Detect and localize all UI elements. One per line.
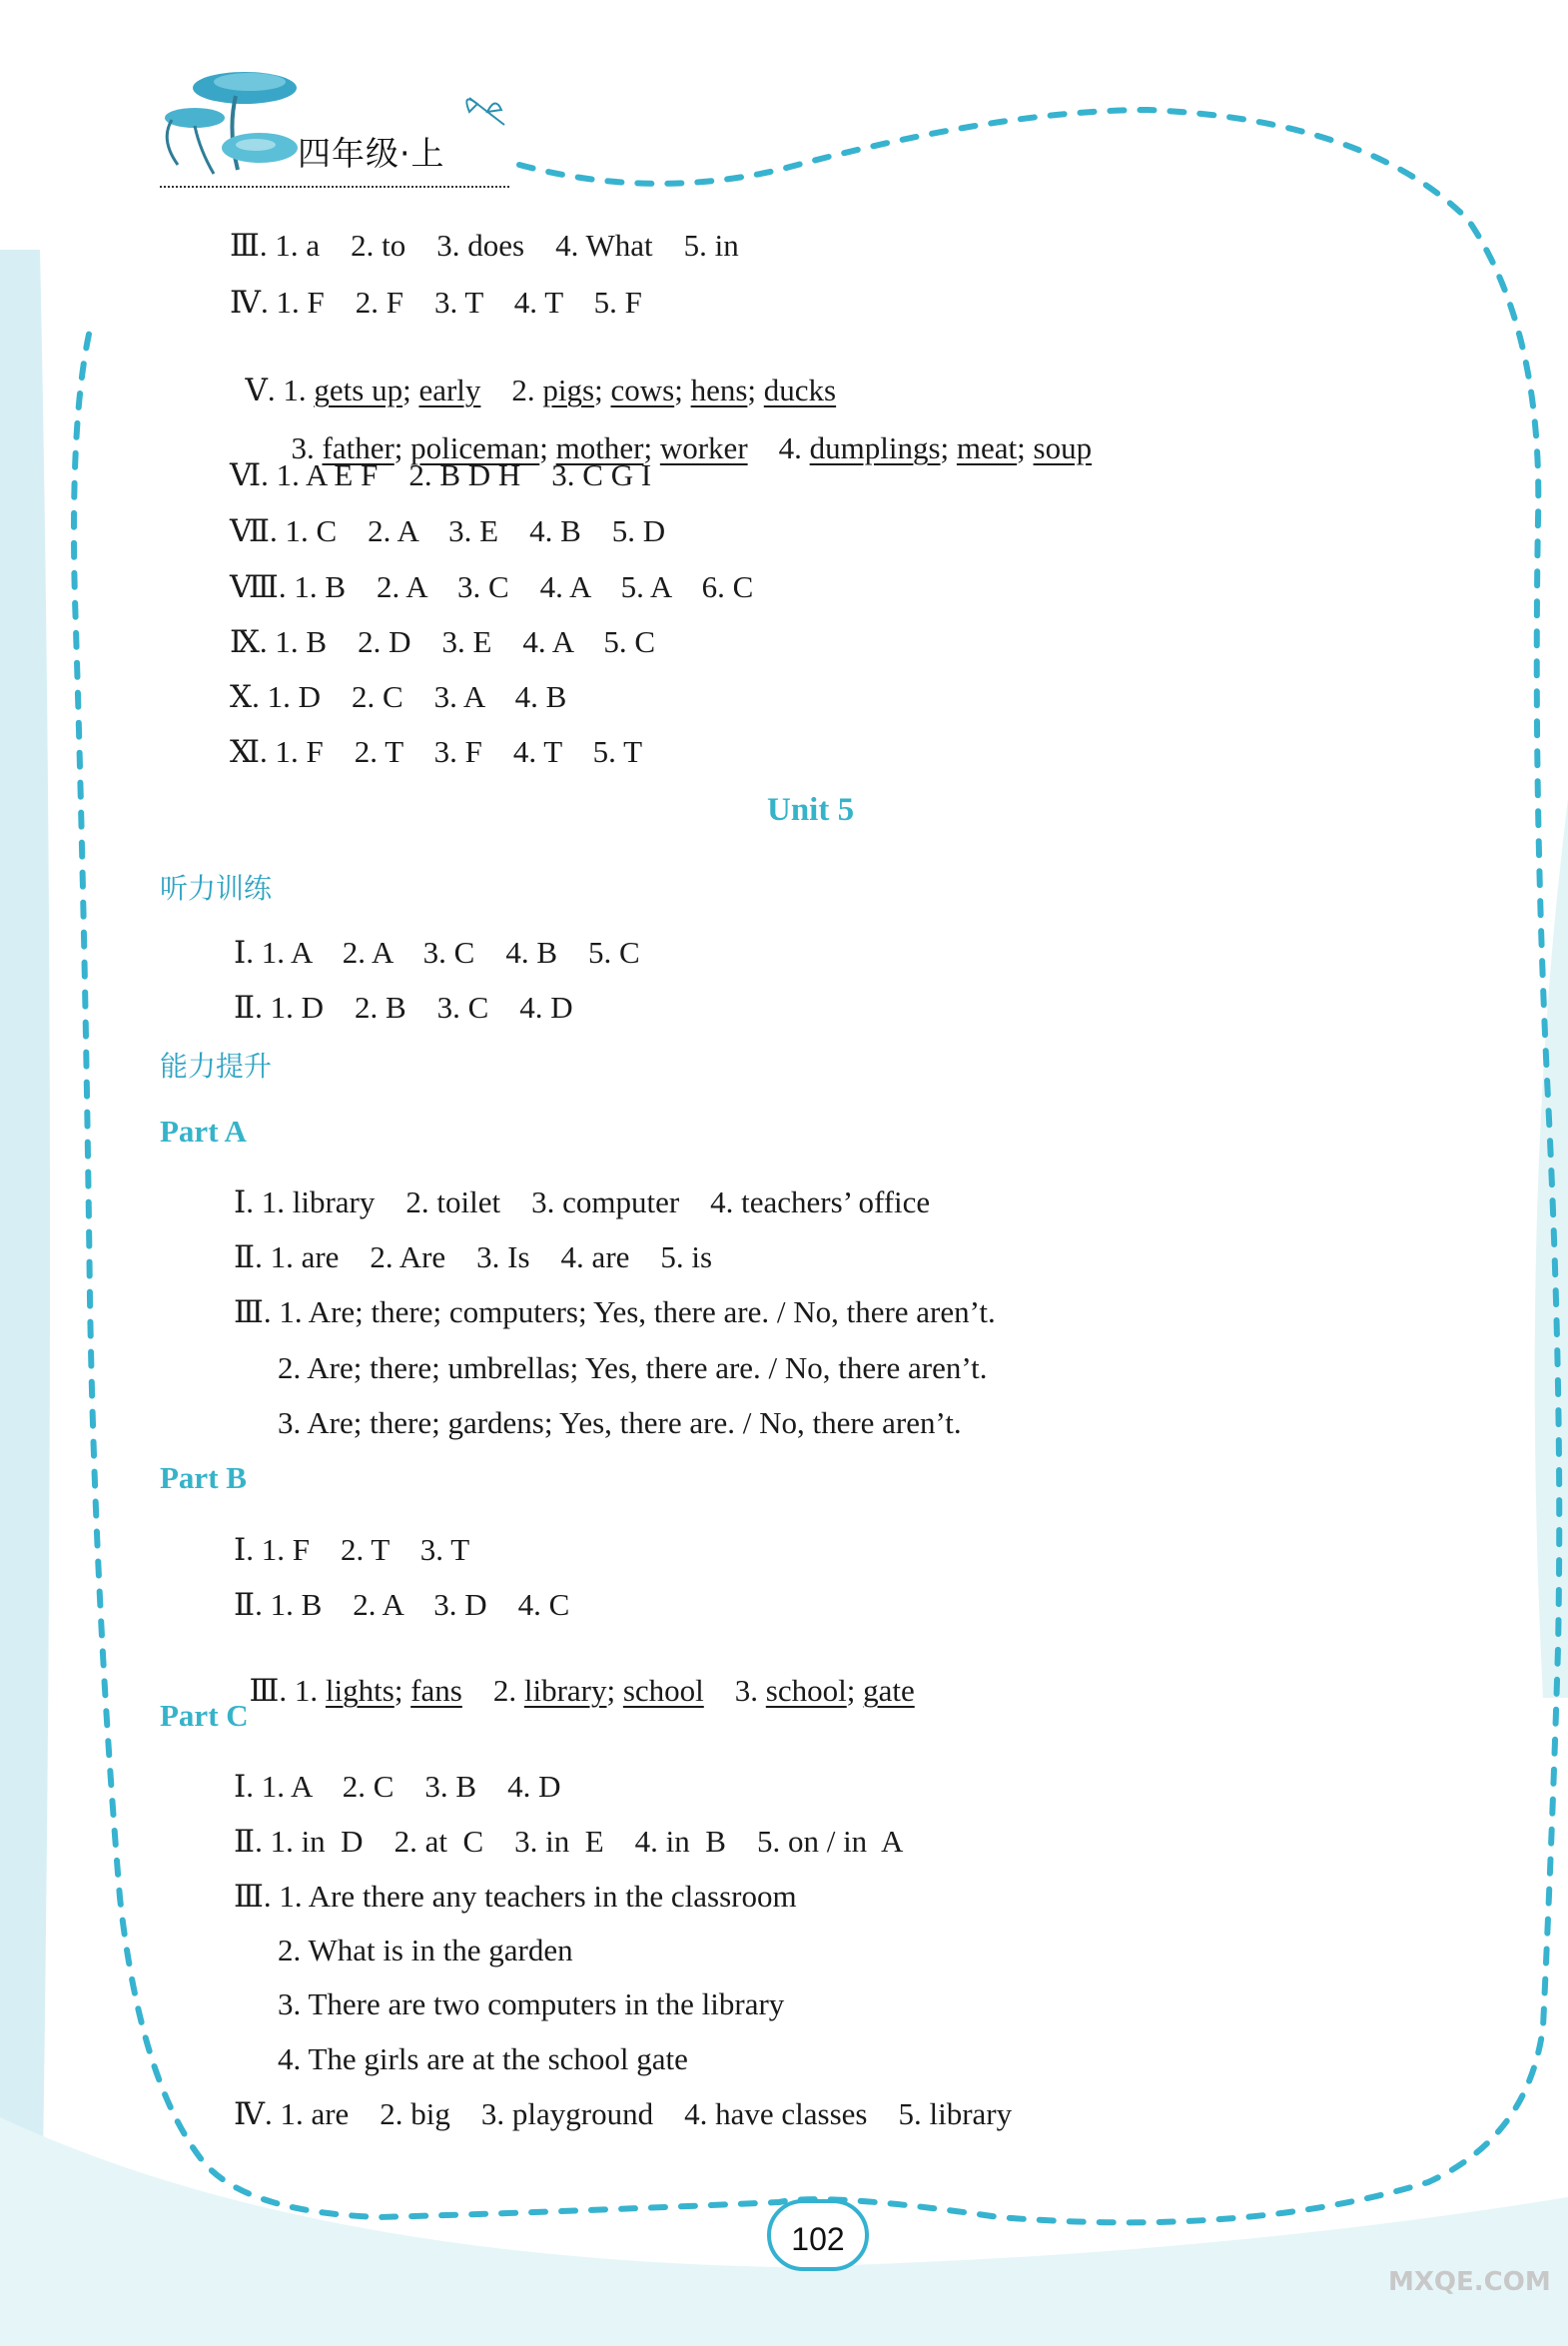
part-a-heading: Part A [160, 1114, 247, 1149]
answer-line: 4. The girls are at the school gate [278, 2041, 688, 2076]
answer-line: Ⅶ. 1. C 2. A 3. E 4. B 5. D [230, 513, 666, 548]
answer-line: Ⅷ. 1. B 2. A 3. C 4. A 5. A 6. C [230, 569, 754, 604]
answer-line: Ⅰ. 1. library 2. toilet 3. computer 4. teachers’ office [234, 1184, 931, 1219]
answer-line: Ⅱ. 1. are 2. Are 3. Is 4. are 5. is [234, 1239, 713, 1274]
answer-line: Ⅱ. 1. in D 2. at C 3. in E 4. in B 5. on / in A [234, 1824, 904, 1859]
lotus-logo-icon [165, 72, 298, 174]
header-title: 四年级·上 [298, 134, 445, 173]
answer-line: Ⅱ. 1. D 2. B 3. C 4. D [234, 990, 573, 1025]
answer-line: Ⅺ. 1. F 2. T 3. F 4. T 5. T [230, 734, 643, 769]
section-heading-listening: 听力训练 [160, 872, 273, 905]
answer-line: Ⅰ. 1. F 2. T 3. T [234, 1532, 470, 1567]
part-c-heading: Part C [160, 1698, 249, 1733]
answer-line: Ⅵ. 1. A E F 2. B D H 3. C G I [230, 457, 652, 492]
answer-line: Ⅳ. 1. are 2. big 3. playground 4. have classes 5. library [234, 2096, 1013, 2131]
page-number: 102 [767, 2199, 869, 2271]
answer-line: Ⅲ. 1. Are; there; computers; Yes, there are. / No, there aren’t. [234, 1294, 996, 1329]
answer-line: 3. father; policeman; mother; worker 4. dumplings; meat; soup [291, 430, 1093, 465]
answer-line: Ⅲ. 1. Are there any teachers in the classroom [234, 1879, 797, 1914]
answer-line: Ⅰ. 1. A 2. C 3. B 4. D [234, 1769, 561, 1804]
answer-line: 2. Are; there; umbrellas; Yes, there are. / No, there aren’t. [278, 1350, 988, 1385]
answer-line: Ⅹ. 1. D 2. C 3. A 4. B [230, 679, 567, 714]
watermark: MXQE.COM [1388, 2267, 1551, 2297]
answer-line: Ⅱ. 1. B 2. A 3. D 4. C [234, 1587, 570, 1622]
answer-line: Ⅳ. 1. F 2. F 3. T 4. T 5. F [230, 285, 642, 320]
answer-line: Ⅸ. 1. B 2. D 3. E 4. A 5. C [230, 624, 656, 659]
answer-line: Ⅴ. 1. gets up; early 2. pigs; cows; hens; ducks [245, 373, 837, 407]
header-divider [160, 186, 509, 188]
unit-title: Unit 5 [767, 792, 855, 828]
answer-line: 2. What is in the garden [278, 1933, 573, 1967]
answer-line: Ⅲ. 1. lights; fans 2. library; school 3. school; gate [249, 1673, 915, 1708]
answer-line: Ⅲ. 1. a 2. to 3. does 4. What 5. in [230, 228, 739, 263]
answer-line: 3. There are two computers in the library [278, 1986, 785, 2021]
left-edge-wash [0, 250, 50, 2346]
answer-line: Ⅰ. 1. A 2. A 3. C 4. B 5. C [234, 935, 640, 970]
part-b-heading: Part B [160, 1460, 247, 1495]
section-heading-ability: 能力提升 [160, 1050, 273, 1083]
answer-line: 3. Are; there; gardens; Yes, there are. / No, there aren’t. [278, 1405, 962, 1440]
dragonfly-icon [466, 98, 504, 125]
